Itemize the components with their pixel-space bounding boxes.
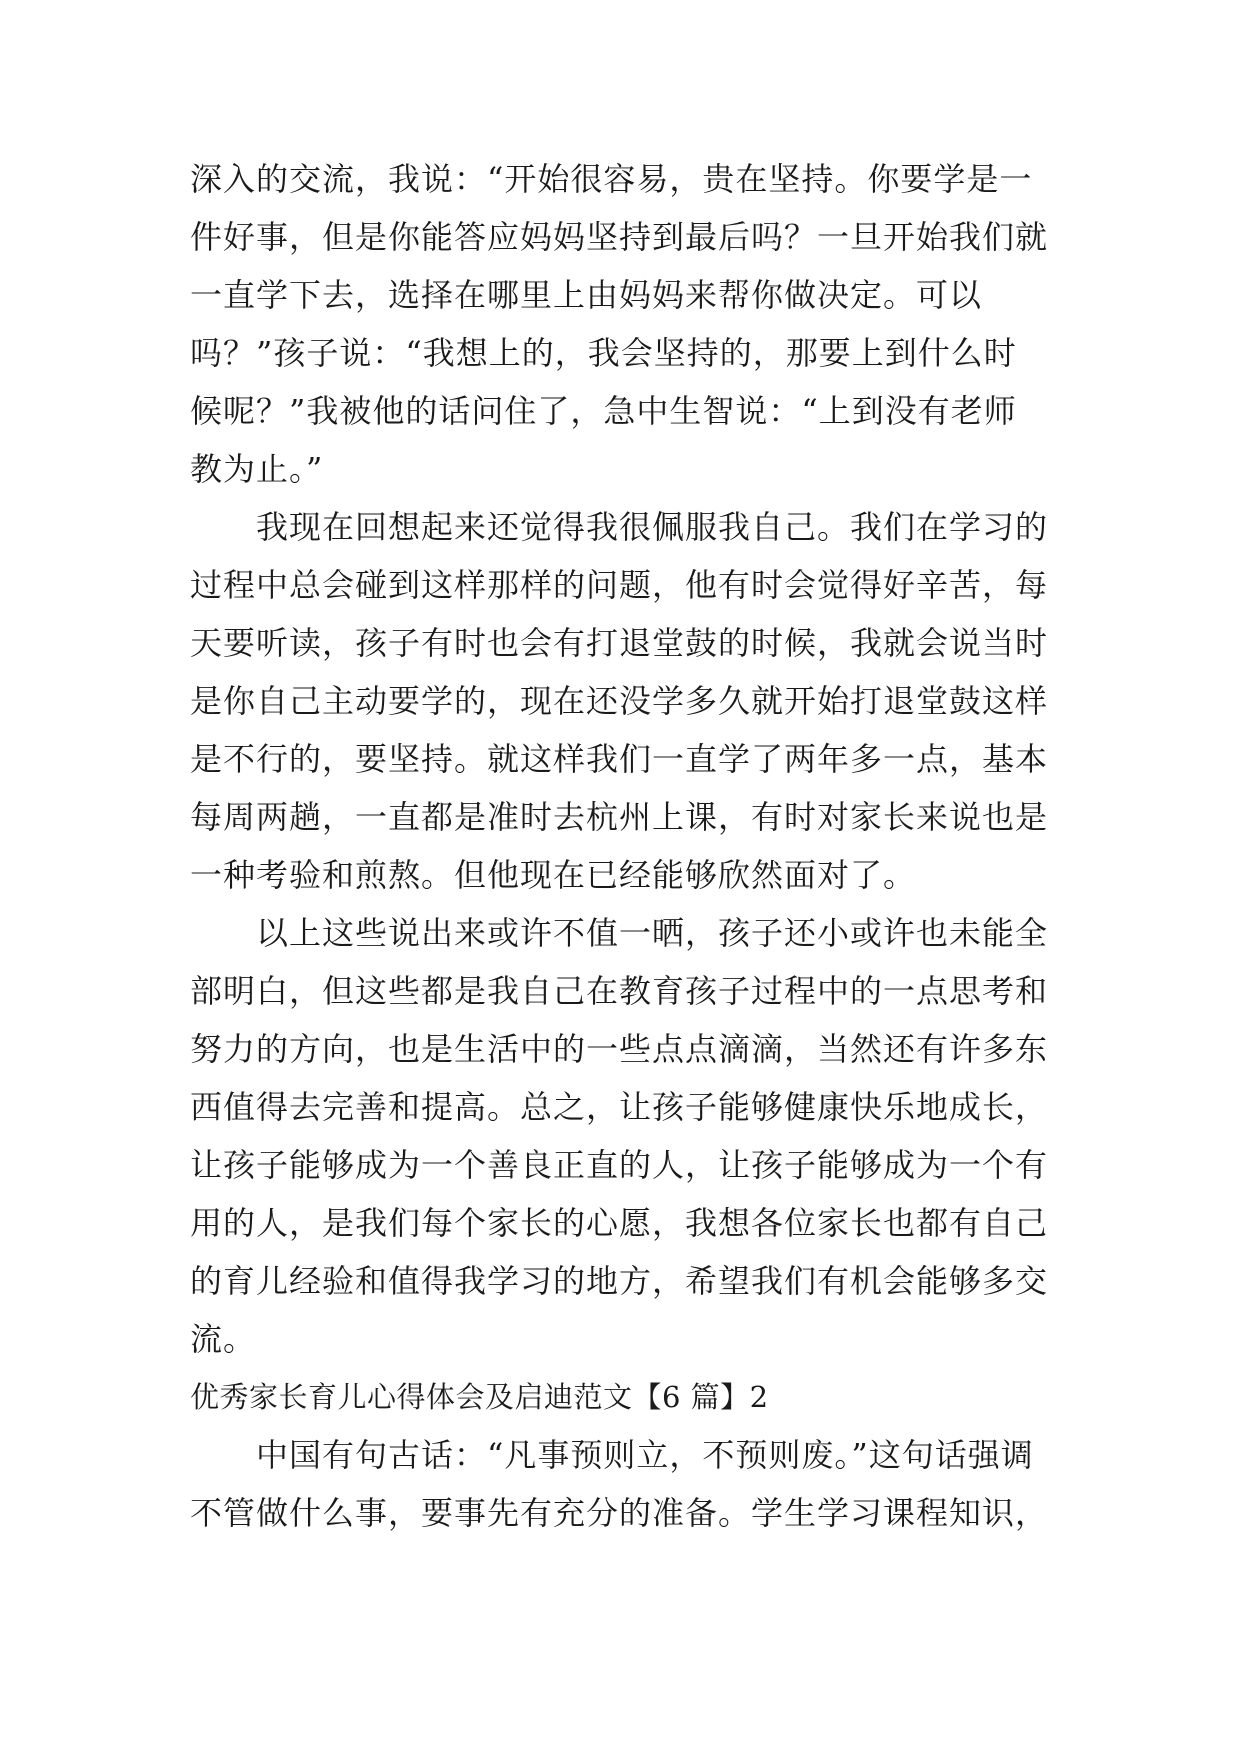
document-page: [190, 150, 1062, 1542]
section-heading: 优秀家长育儿心得体会及启迪范文【6 篇】2: [190, 1380, 769, 1414]
text-line: 是你自己主动要学的，现在还没学多久就开始打退堂鼓这样: [190, 682, 1049, 720]
paragraph: [190, 498, 1062, 904]
text-line: 每周两趟，一直都是准时去杭州上课，有时对家长来说也是: [190, 798, 1049, 836]
text-line: 的育儿经验和值得我学习的地方，希望我们有机会能够多交: [190, 1262, 1049, 1300]
text-line: 西值得去完善和提高。总之，让孩子能够健康快乐地成长，: [190, 1088, 1049, 1126]
text-line: 让孩子能够成为一个善良正直的人，让孩子能够成为一个有: [190, 1146, 1049, 1184]
text-line: 流。: [190, 1320, 257, 1358]
text-line: 用的人，是我们每个家长的心愿，我想各位家长也都有自己: [190, 1204, 1049, 1242]
text-line: 深入的交流，我说：“开始很容易，贵在坚持。你要学是一: [190, 160, 1033, 198]
text-line: 一种考验和煎熬。但他现在已经能够欣然面对了。: [190, 856, 917, 894]
text-line: 教为止。”: [190, 450, 324, 488]
text-line: 是不行的，要坚持。就这样我们一直学了两年多一点，基本: [190, 740, 1049, 778]
text-line: 我现在回想起来还觉得我很佩服我自己。我们在学习的: [190, 508, 1049, 546]
text-line: 件好事，但是你能答应妈妈坚持到最后吗？一旦开始我们就: [190, 218, 1049, 256]
text-line: 部明白，但这些都是我自己在教育孩子过程中的一点思考和: [190, 972, 1049, 1010]
text-line: 努力的方向，也是生活中的一些点点滴滴，当然还有许多东: [190, 1030, 1049, 1068]
paragraph: [190, 904, 1062, 1368]
paragraph: [190, 150, 1062, 498]
text-line: 天要听读，孩子有时也会有打退堂鼓的时候，我就会说当时: [190, 624, 1049, 662]
text-line: 一直学下去，选择在哪里上由妈妈来帮你做决定。可以: [190, 276, 983, 314]
text-line: 不管做什么事，要事先有充分的准备。学生学习课程知识，: [190, 1494, 1049, 1532]
text-line: 以上这些说出来或许不值一晒，孩子还小或许也未能全: [190, 914, 1049, 952]
text-line: 候呢？”我被他的话问住了，急中生智说：“上到没有老师: [190, 392, 1017, 430]
text-line: 过程中总会碰到这样那样的问题，他有时会觉得好辛苦，每: [190, 566, 1049, 604]
text-line: 中国有句古话：“凡事预则立，不预则废。”这句话强调: [190, 1436, 1034, 1474]
paragraph: [190, 1426, 1062, 1542]
text-line: 吗？”孩子说：“我想上的，我会坚持的，那要上到什么时: [190, 334, 1017, 372]
